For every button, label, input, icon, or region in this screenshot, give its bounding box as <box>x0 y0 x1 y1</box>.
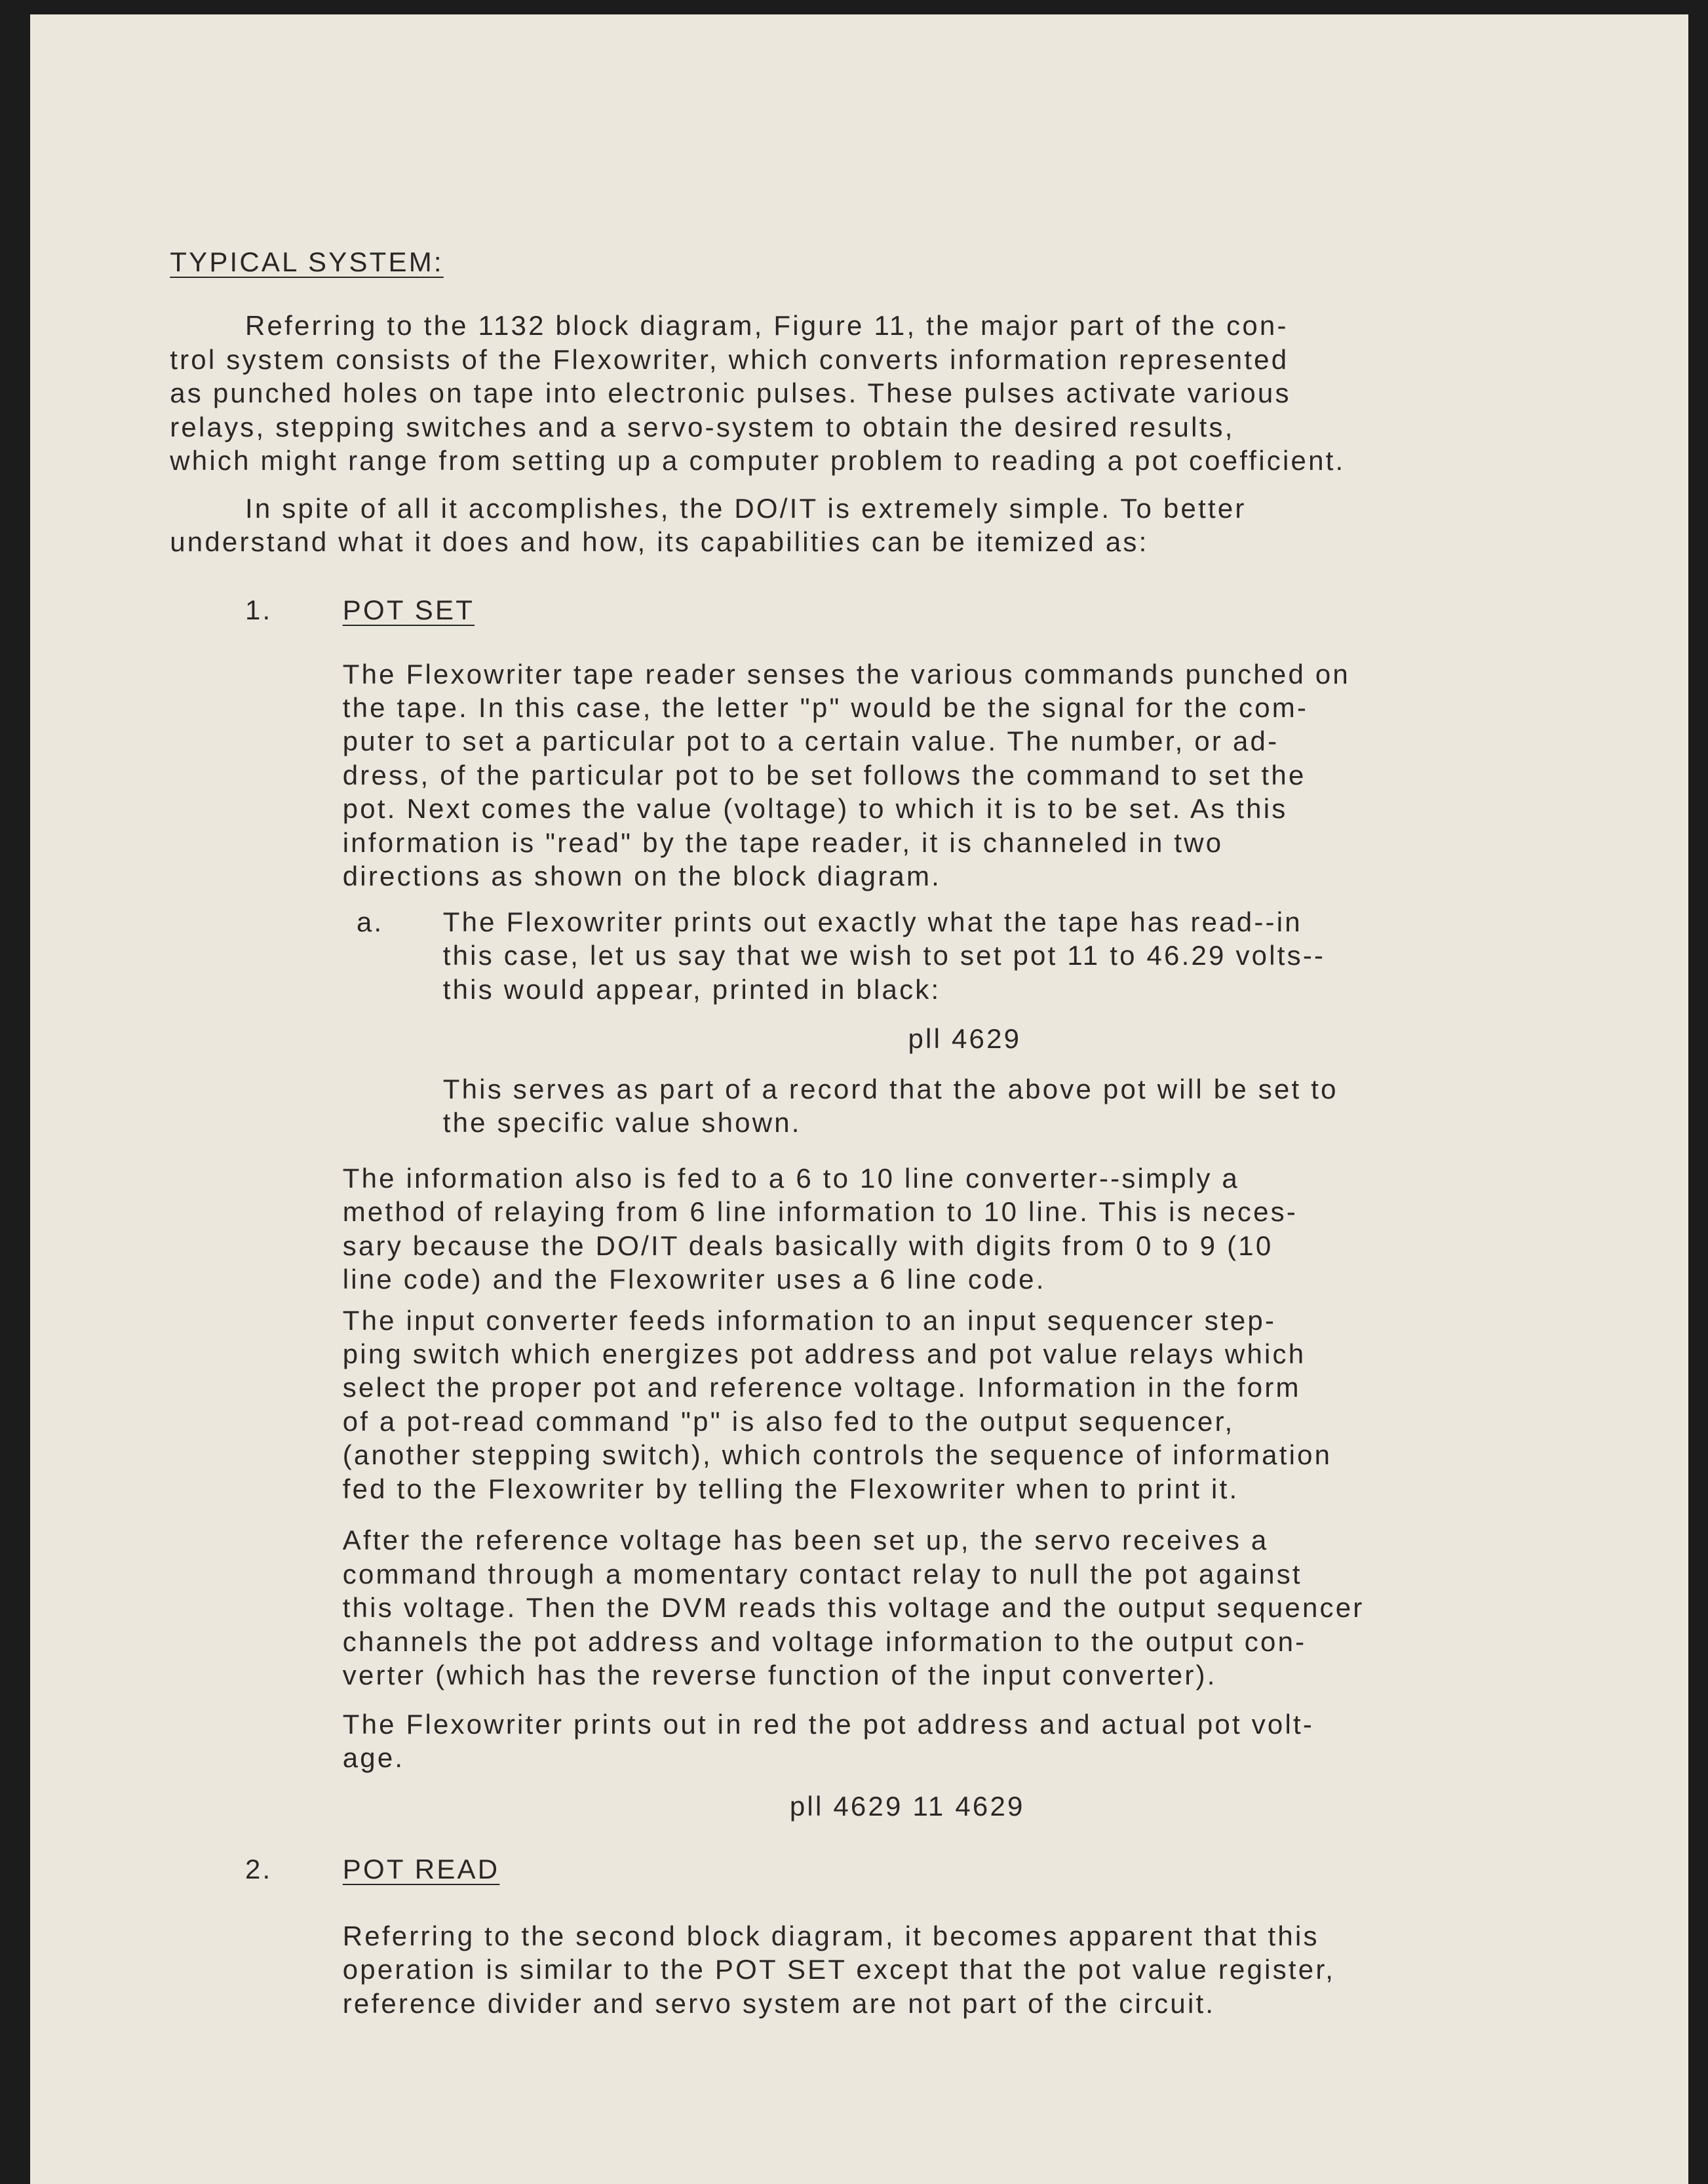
converter-paragraph-line: line code) and the Flexowriter uses a 6 line code. <box>342 1264 1046 1295</box>
subsection-title: POT SET <box>342 594 475 625</box>
print-paragraph-line: The Flexowriter prints out in red the pot address and actual pot volt- <box>342 1708 1315 1740</box>
pot-read-paragraph-line: operation is similar to the POT SET except that the pot value register, <box>342 1954 1336 1985</box>
print-paragraph-line: age. <box>342 1742 405 1774</box>
pot-set-paragraph-line: The Flexowriter tape reader senses the various commands punched on <box>342 658 1350 690</box>
item-a-paragraph-line: this would appear, printed in black: <box>442 973 941 1005</box>
sequencer-paragraph-line: select the proper pot and reference voltage. Information in the form <box>342 1372 1301 1403</box>
list-number: 1. <box>245 594 273 625</box>
pot-read-paragraph-line: Referring to the second block diagram, it becomes apparent that this <box>342 1920 1319 1951</box>
intro2-paragraph-line: In spite of all it accomplishes, the DO/IT is extremely simple. To better <box>245 492 1247 524</box>
pot-set-paragraph-line: the tape. In this case, the letter "p" would be the signal for the com- <box>342 692 1309 723</box>
servo-paragraph-line: channels the pot address and voltage information to the output con- <box>342 1626 1307 1657</box>
servo-paragraph-line: this voltage. Then the DVM reads this voltage and the output sequencer <box>342 1592 1365 1624</box>
converter-paragraph-line: method of relaying from 6 line information to 10 line. This is neces- <box>342 1196 1298 1228</box>
pot-read-paragraph-line: reference divider and servo system are not part of the circuit. <box>342 1987 1216 2019</box>
intro-paragraph-line: trol system consists of the Flexowriter, which converts information represented <box>170 343 1289 375</box>
converter-paragraph-line: The information also is fed to a 6 to 10 line converter--simply a <box>342 1162 1239 1194</box>
sublist-label: a. <box>357 906 384 937</box>
item-a-paragraph-line: The Flexowriter prints out exactly what the tape has read--in <box>442 906 1302 937</box>
servo-paragraph-line: verter (which has the reverse function of the input converter). <box>342 1659 1217 1690</box>
intro-paragraph-line: which might range from setting up a computer problem to reading a pot coefficient. <box>170 444 1346 476</box>
item-a-continued-line: the specific value shown. <box>442 1107 802 1139</box>
subsection-title: POT READ <box>342 1853 500 1884</box>
pot-set-paragraph-line: dress, of the particular pot to be set follows the command to set the <box>342 759 1306 790</box>
code-sample: pll 4629 11 4629 <box>789 1791 1025 1822</box>
pot-set-paragraph-line: directions as shown on the block diagram. <box>342 861 942 892</box>
sequencer-paragraph-line: fed to the Flexowriter by telling the Flexowriter when to print it. <box>342 1473 1239 1504</box>
item-a-paragraph-line: this case, let us say that we wish to set pot 11 to 46.29 volts-- <box>442 940 1326 971</box>
section-heading: TYPICAL SYSTEM: <box>170 246 444 277</box>
sequencer-paragraph-line: The input converter feeds information to an input sequencer step- <box>342 1304 1277 1336</box>
intro-paragraph-line: as punched holes on tape into electronic pulses. These pulses activate various <box>170 378 1291 409</box>
sequencer-paragraph-line: (another stepping switch), which controls the sequence of information <box>342 1439 1332 1471</box>
servo-paragraph-line: After the reference voltage has been set up, the servo receives a <box>342 1525 1269 1556</box>
pot-set-paragraph-line: puter to set a particular pot to a certain value. The number, or ad- <box>342 726 1279 757</box>
item-a-continued-line: This serves as part of a record that the above pot will be set to <box>442 1073 1338 1104</box>
list-number: 2. <box>245 1853 273 1884</box>
servo-paragraph-line: command through a momentary contact relay to null the pot against <box>342 1558 1302 1589</box>
pot-set-paragraph-line: pot. Next comes the value (voltage) to which it is to be set. As this <box>342 793 1288 825</box>
intro-paragraph-line: Referring to the 1132 block diagram, Figure 11, the major part of the con- <box>245 310 1289 341</box>
document-page <box>30 14 1688 2184</box>
converter-paragraph-line: sary because the DO/IT deals basically with digits from 0 to 9 (10 <box>342 1230 1273 1261</box>
code-sample: pll 4629 <box>908 1023 1022 1055</box>
sequencer-paragraph-line: of a pot-read command "p" is also fed to the output sequencer, <box>342 1405 1235 1437</box>
pot-set-paragraph-line: information is "read" by the tape reader, it is channeled in two <box>342 827 1224 858</box>
intro-paragraph-line: relays, stepping switches and a servo-system to obtain the desired results, <box>170 411 1235 442</box>
intro2-paragraph-line: understand what it does and how, its capabilities can be itemized as: <box>170 526 1149 558</box>
sequencer-paragraph-line: ping switch which energizes pot address and pot value relays which <box>342 1338 1306 1369</box>
